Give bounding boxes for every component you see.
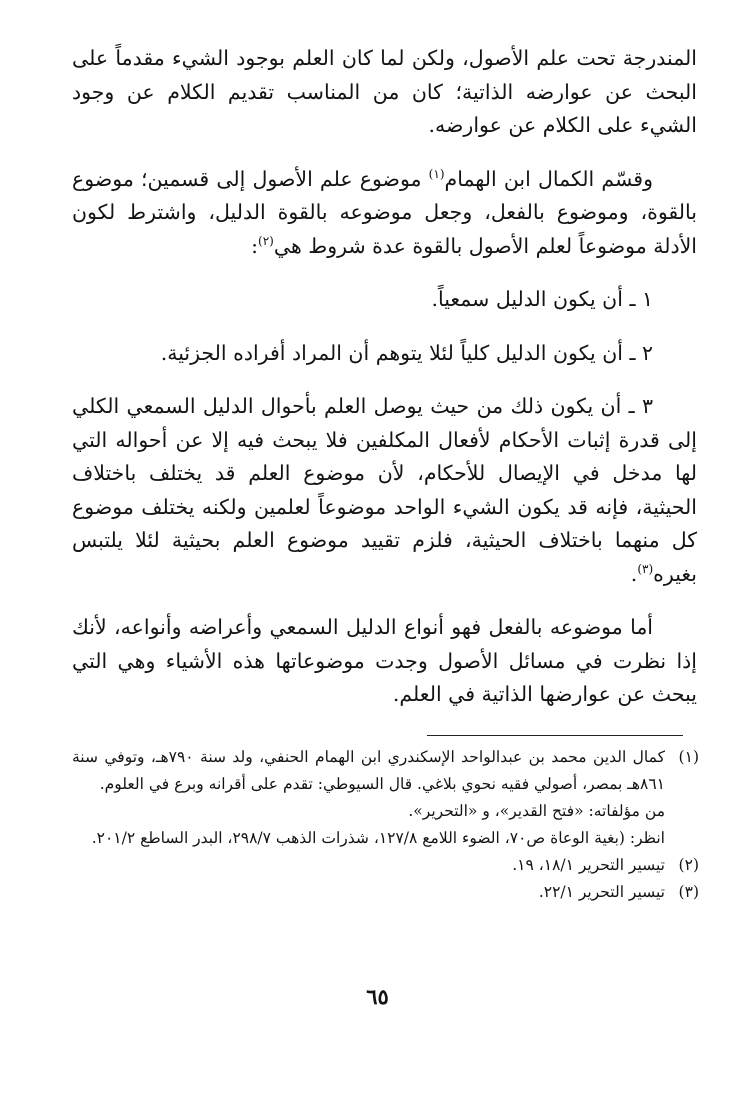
page-number: ٦٥ xyxy=(366,984,389,1009)
footnote-ref-2[interactable]: (٢) xyxy=(258,233,274,248)
footnote-1-works: من مؤلفاته: «فتح القدير»، و «التحرير». xyxy=(408,802,665,820)
footnote-1-text: كمال الدين محمد بن عبدالواحد الإسكندري ابن الهمام الحنفي، ولد سنة ٧٩٠هـ، وتوفي سنة ٨٦١هـ بمصر، أصولي فقيه نحوي بلاغي. قال السيوطي: تقدم على أقرانه وبرع في العلوم. xyxy=(72,748,665,793)
footnote-3-number: (٣) xyxy=(678,883,699,901)
condition-2: ٢ ـ أن يكون الدليل كلياً لئلا يتوهم أن المراد أفراده الجزئية. xyxy=(160,340,653,365)
condition-3-end: . xyxy=(630,561,638,586)
paragraph-division xyxy=(72,163,697,264)
footnotes xyxy=(72,744,699,906)
footnote-2-text: تيسير التحرير ١٨/١، ١٩. xyxy=(512,856,665,874)
footnote-ref-1[interactable]: (١) xyxy=(428,166,445,181)
condition-1: ١ ـ أن يكون الدليل سمعياً. xyxy=(431,287,653,311)
division-text-c: : xyxy=(251,233,259,258)
footnote-1-sources: انظر: (بغية الوعاة ص٧٠، الضوء اللامع ١٢٧/٨، شذرات الذهب ٢٩٨/٧، البدر الساطع ٢٠١/٢. xyxy=(91,829,665,847)
condition-3 xyxy=(72,390,697,591)
paragraph-actual-subject: أما موضوعه بالفعل فهو أنواع الدليل السمعي وأعراضه وأنواعه، لأنك إذا نظرت في مسائل الأصول وجدت موضوعاتها هذه الأشياء وهي التي يبحث عن عوارضها الذاتية في العلم. xyxy=(72,615,697,706)
footnote-divider xyxy=(427,735,683,736)
division-text-a: وقسّم الكمال ابن الهمام xyxy=(444,166,653,191)
main-text xyxy=(72,42,697,712)
footnote-2-number: (٢) xyxy=(678,856,699,874)
footnote-ref-3[interactable]: (٣) xyxy=(637,561,654,576)
footnote-1 xyxy=(72,744,699,798)
footnote-1-number: (١) xyxy=(678,748,699,766)
division-text-b: موضوع علم الأصول إلى قسمين؛ موضوع بالقوة، وموضوع بالفعل، وجعل موضوعه بالقوة الدليل، واشترط لكون الأدلة موضوعاً لعلم الأصول بالقوة عدة شروط هي xyxy=(72,166,697,258)
footnote-3-text: تيسير التحرير ٢٢/١. xyxy=(538,883,665,901)
condition-3-text: ٣ ـ أن يكون ذلك من حيث يوصل العلم بأحوال الدليل السمعي الكلي إلى قدرة إثبات الأحكام لأفعال المكلفين فلا يبحث فيه إلا عن أحواله التي لها مدخل في الإيصال للأحكام، لأن موضوع العلم قد يختلف باختلاف الحيثية، فإنه قد يكون الشيء الواحد موضوعاً لعلمين ولكنه يختلف موضوع كل منهما باختلاف الحيثية، فلزم تقييد موضوع العلم بحيثية لئلا يلتبس بغيره xyxy=(72,394,697,586)
footnote-2 xyxy=(72,852,699,879)
footnote-3 xyxy=(72,879,699,906)
paragraph-intro: المندرجة تحت علم الأصول، ولكن لما كان العلم بوجود الشيء مقدماً على البحث عن عوارضه الذاتية؛ كان من المناسب تقديم الكلام عن وجود الشيء على الكلام عن عوارضه. xyxy=(72,46,697,137)
